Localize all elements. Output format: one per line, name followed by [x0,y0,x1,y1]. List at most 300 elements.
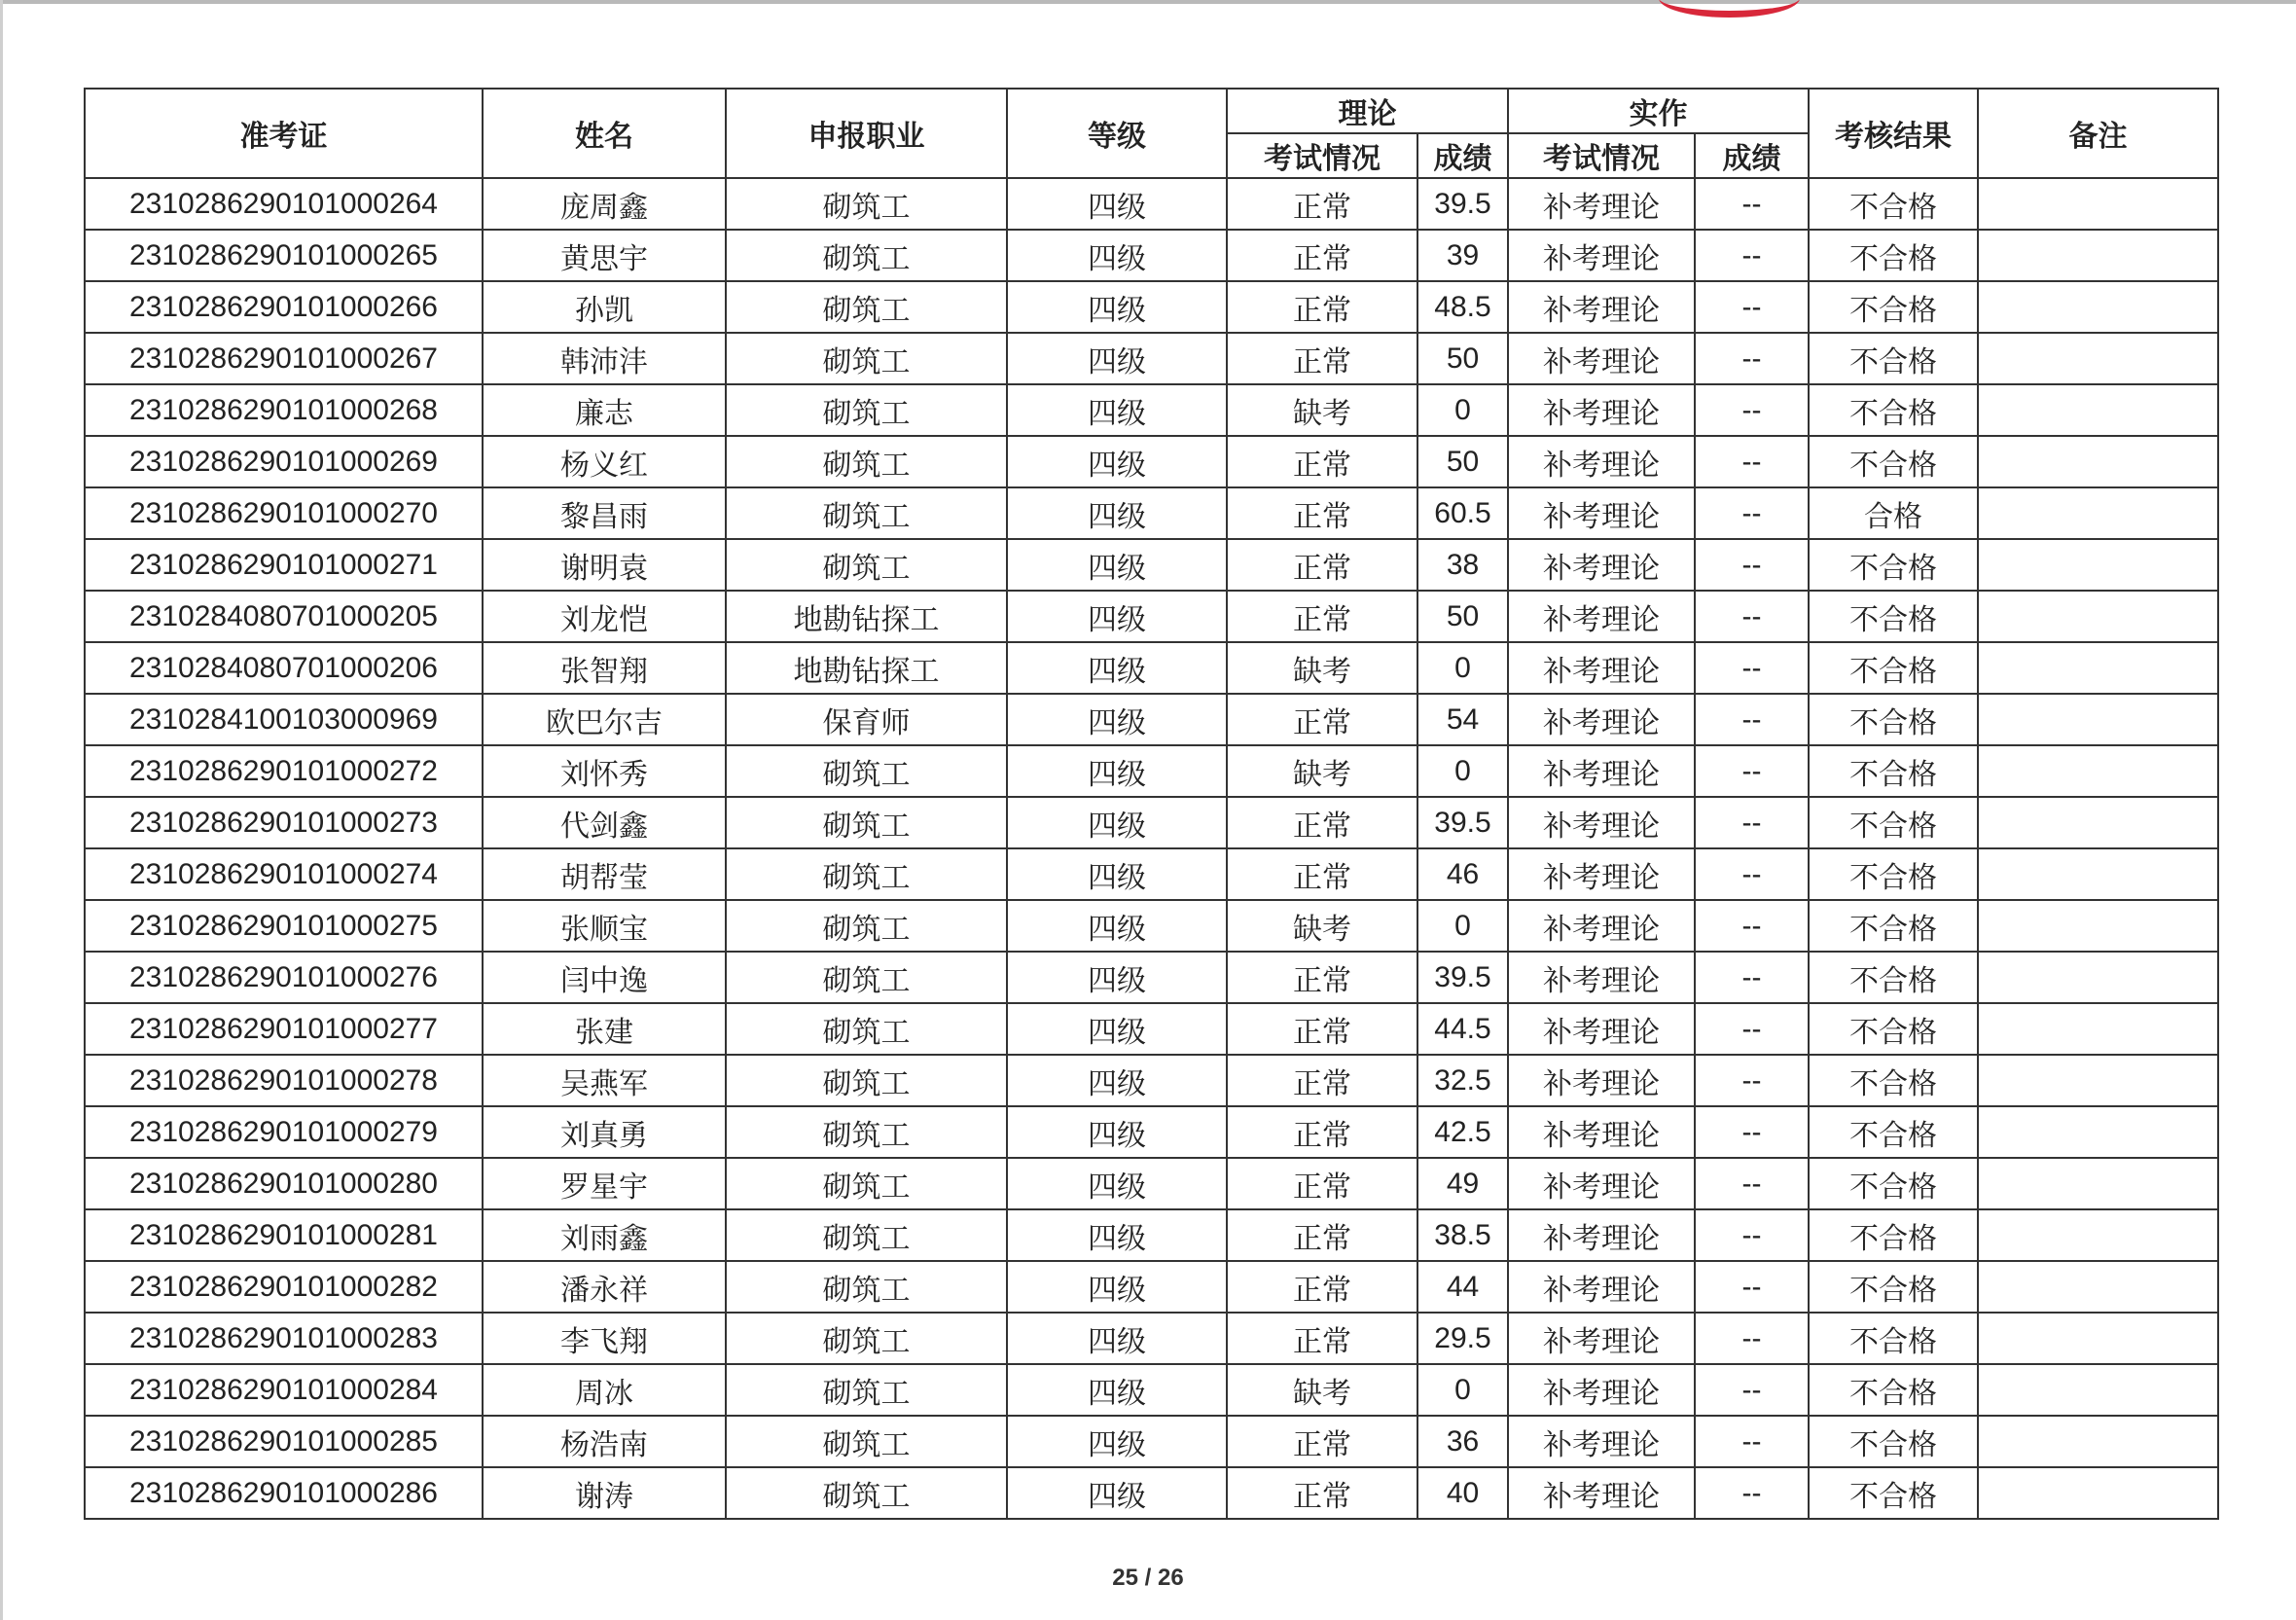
header-occupation: 申报职业 [726,89,1007,178]
cell-admission-ticket: 2310284080701000205 [85,591,483,642]
table-row [85,1467,2218,1519]
table-row [85,642,2218,694]
cell-occupation: 地勘钻探工 [726,642,1007,694]
cell-result: 不合格 [1809,178,1978,230]
cell-level: 四级 [1007,848,1227,900]
cell-name: 孙凯 [483,281,726,333]
cell-level: 四级 [1007,900,1227,952]
cell-level: 四级 [1007,1209,1227,1261]
table-row [85,1364,2218,1416]
cell-theory-score: 50 [1417,333,1508,384]
cell-level: 四级 [1007,745,1227,797]
cell-remark [1978,436,2218,487]
cell-result: 不合格 [1809,436,1978,487]
cell-occupation: 砌筑工 [726,436,1007,487]
cell-practical-score: -- [1695,848,1809,900]
cell-theory-status: 正常 [1227,539,1417,591]
cell-result: 不合格 [1809,642,1978,694]
cell-practical-score: -- [1695,1003,1809,1055]
cell-result: 不合格 [1809,694,1978,745]
cell-name: 杨浩南 [483,1416,726,1467]
cell-theory-score: 48.5 [1417,281,1508,333]
cell-level: 四级 [1007,1055,1227,1106]
cell-occupation: 砌筑工 [726,487,1007,539]
cell-level: 四级 [1007,1003,1227,1055]
cell-theory-score: 38.5 [1417,1209,1508,1261]
cell-practical-score: -- [1695,1106,1809,1158]
cell-theory-score: 32.5 [1417,1055,1508,1106]
cell-level: 四级 [1007,384,1227,436]
cell-occupation: 保育师 [726,694,1007,745]
cell-theory-score: 38 [1417,539,1508,591]
cell-admission-ticket: 2310286290101000277 [85,1003,483,1055]
cell-occupation: 砌筑工 [726,1055,1007,1106]
cell-remark [1978,745,2218,797]
cell-occupation: 砌筑工 [726,745,1007,797]
cell-practical-score: -- [1695,591,1809,642]
cell-theory-status: 正常 [1227,694,1417,745]
cell-name: 韩沛沣 [483,333,726,384]
cell-result: 不合格 [1809,1467,1978,1519]
cell-level: 四级 [1007,642,1227,694]
cell-practical-score: -- [1695,1209,1809,1261]
cell-admission-ticket: 2310286290101000273 [85,797,483,848]
cell-practical-status: 补考理论 [1508,281,1695,333]
cell-theory-score: 0 [1417,642,1508,694]
cell-admission-ticket: 2310286290101000271 [85,539,483,591]
cell-theory-score: 60.5 [1417,487,1508,539]
cell-theory-status: 正常 [1227,1106,1417,1158]
cell-practical-score: -- [1695,178,1809,230]
cell-name: 欧巴尔吉 [483,694,726,745]
cell-practical-score: -- [1695,230,1809,281]
cell-result: 不合格 [1809,1209,1978,1261]
cell-theory-status: 正常 [1227,1416,1417,1467]
table-row [85,1261,2218,1313]
cell-name: 张顺宝 [483,900,726,952]
page-number: 25 / 26 [1112,1565,1184,1591]
cell-name: 代剑鑫 [483,797,726,848]
cell-remark [1978,1209,2218,1261]
cell-admission-ticket: 2310286290101000278 [85,1055,483,1106]
cell-theory-score: 54 [1417,694,1508,745]
cell-admission-ticket: 2310286290101000270 [85,487,483,539]
cell-theory-status: 正常 [1227,487,1417,539]
header-theory-score: 成绩 [1417,133,1508,178]
cell-theory-score: 42.5 [1417,1106,1508,1158]
header-practical: 实作 [1508,89,1809,133]
cell-occupation: 砌筑工 [726,952,1007,1003]
cell-level: 四级 [1007,539,1227,591]
results-table [84,88,2219,1520]
table-row [85,797,2218,848]
cell-remark [1978,694,2218,745]
cell-theory-score: 39.5 [1417,797,1508,848]
cell-occupation: 砌筑工 [726,333,1007,384]
table-row [85,1313,2218,1364]
cell-admission-ticket: 2310286290101000286 [85,1467,483,1519]
cell-admission-ticket: 2310286290101000264 [85,178,483,230]
cell-level: 四级 [1007,952,1227,1003]
cell-remark [1978,230,2218,281]
table-row [85,436,2218,487]
cell-practical-status: 补考理论 [1508,1209,1695,1261]
cell-admission-ticket: 2310286290101000282 [85,1261,483,1313]
cell-remark [1978,1261,2218,1313]
cell-admission-ticket: 2310286290101000283 [85,1313,483,1364]
cell-result: 不合格 [1809,1364,1978,1416]
cell-result: 不合格 [1809,1055,1978,1106]
cell-practical-status: 补考理论 [1508,1467,1695,1519]
cell-result: 不合格 [1809,1416,1978,1467]
cell-practical-score: -- [1695,745,1809,797]
cell-practical-status: 补考理论 [1508,230,1695,281]
cell-remark [1978,642,2218,694]
cell-occupation: 砌筑工 [726,1209,1007,1261]
table-row [85,1158,2218,1209]
cell-level: 四级 [1007,1158,1227,1209]
cell-occupation: 砌筑工 [726,178,1007,230]
cell-name: 刘怀秀 [483,745,726,797]
cell-practical-status: 补考理论 [1508,1416,1695,1467]
cell-theory-status: 正常 [1227,1261,1417,1313]
table-row [85,745,2218,797]
cell-admission-ticket: 2310286290101000281 [85,1209,483,1261]
cell-practical-status: 补考理论 [1508,333,1695,384]
cell-result: 不合格 [1809,1261,1978,1313]
cell-practical-score: -- [1695,642,1809,694]
cell-practical-status: 补考理论 [1508,487,1695,539]
cell-practical-status: 补考理论 [1508,694,1695,745]
cell-level: 四级 [1007,797,1227,848]
cell-result: 合格 [1809,487,1978,539]
cell-admission-ticket: 2310286290101000275 [85,900,483,952]
cell-remark [1978,1313,2218,1364]
cell-name: 刘龙恺 [483,591,726,642]
scan-top-edge [0,0,2296,4]
cell-practical-score: -- [1695,900,1809,952]
cell-remark [1978,1055,2218,1106]
cell-occupation: 砌筑工 [726,900,1007,952]
cell-practical-score: -- [1695,436,1809,487]
cell-practical-status: 补考理论 [1508,1003,1695,1055]
cell-practical-status: 补考理论 [1508,1158,1695,1209]
cell-admission-ticket: 2310286290101000279 [85,1106,483,1158]
cell-remark [1978,1467,2218,1519]
header-remarks: 备注 [1978,89,2218,178]
cell-remark [1978,539,2218,591]
cell-name: 张智翔 [483,642,726,694]
table-row [85,1416,2218,1467]
cell-admission-ticket: 2310286290101000269 [85,436,483,487]
cell-name: 周冰 [483,1364,726,1416]
cell-level: 四级 [1007,1106,1227,1158]
cell-name: 张建 [483,1003,726,1055]
cell-theory-status: 正常 [1227,436,1417,487]
cell-level: 四级 [1007,1416,1227,1467]
cell-theory-score: 0 [1417,745,1508,797]
cell-practical-status: 补考理论 [1508,1313,1695,1364]
cell-admission-ticket: 2310284080701000206 [85,642,483,694]
table-row [85,1003,2218,1055]
cell-practical-score: -- [1695,797,1809,848]
cell-remark [1978,952,2218,1003]
cell-theory-score: 39 [1417,230,1508,281]
cell-theory-status: 正常 [1227,591,1417,642]
cell-level: 四级 [1007,333,1227,384]
cell-admission-ticket: 2310286290101000265 [85,230,483,281]
cell-result: 不合格 [1809,591,1978,642]
cell-theory-status: 正常 [1227,952,1417,1003]
cell-result: 不合格 [1809,384,1978,436]
cell-result: 不合格 [1809,1003,1978,1055]
cell-remark [1978,1158,2218,1209]
cell-remark [1978,178,2218,230]
cell-name: 刘雨鑫 [483,1209,726,1261]
cell-theory-status: 正常 [1227,1158,1417,1209]
cell-result: 不合格 [1809,745,1978,797]
cell-practical-status: 补考理论 [1508,1106,1695,1158]
table-row [85,848,2218,900]
cell-result: 不合格 [1809,952,1978,1003]
cell-remark [1978,1364,2218,1416]
table-row [85,178,2218,230]
header-practical-status: 考试情况 [1508,133,1695,178]
cell-name: 闫中逸 [483,952,726,1003]
cell-result: 不合格 [1809,1158,1978,1209]
cell-theory-status: 正常 [1227,281,1417,333]
header-practical-score: 成绩 [1695,133,1809,178]
cell-practical-status: 补考理论 [1508,797,1695,848]
cell-admission-ticket: 2310286290101000274 [85,848,483,900]
cell-name: 刘真勇 [483,1106,726,1158]
cell-result: 不合格 [1809,230,1978,281]
cell-practical-status: 补考理论 [1508,642,1695,694]
cell-occupation: 砌筑工 [726,1261,1007,1313]
cell-name: 黄思宇 [483,230,726,281]
cell-occupation: 砌筑工 [726,1003,1007,1055]
cell-occupation: 砌筑工 [726,1467,1007,1519]
cell-theory-status: 正常 [1227,1313,1417,1364]
cell-theory-status: 缺考 [1227,642,1417,694]
cell-name: 黎昌雨 [483,487,726,539]
cell-theory-status: 缺考 [1227,1364,1417,1416]
cell-theory-score: 46 [1417,848,1508,900]
table-body [85,178,2218,1519]
cell-level: 四级 [1007,487,1227,539]
cell-occupation: 地勘钻探工 [726,591,1007,642]
cell-level: 四级 [1007,230,1227,281]
cell-practical-status: 补考理论 [1508,745,1695,797]
cell-theory-status: 正常 [1227,1209,1417,1261]
cell-level: 四级 [1007,591,1227,642]
cell-practical-status: 补考理论 [1508,952,1695,1003]
cell-theory-score: 40 [1417,1467,1508,1519]
cell-remark [1978,1416,2218,1467]
scan-left-edge [0,0,3,1620]
cell-theory-status: 缺考 [1227,900,1417,952]
cell-name: 吴燕军 [483,1055,726,1106]
cell-theory-score: 39.5 [1417,178,1508,230]
cell-occupation: 砌筑工 [726,1106,1007,1158]
red-stamp-fragment [1659,0,1800,18]
cell-admission-ticket: 2310286290101000272 [85,745,483,797]
header-name: 姓名 [483,89,726,178]
header-theory-status: 考试情况 [1227,133,1417,178]
cell-name: 谢涛 [483,1467,726,1519]
cell-result: 不合格 [1809,1106,1978,1158]
cell-result: 不合格 [1809,1313,1978,1364]
cell-theory-status: 正常 [1227,178,1417,230]
cell-level: 四级 [1007,1364,1227,1416]
cell-level: 四级 [1007,281,1227,333]
table-row [85,1106,2218,1158]
cell-practical-score: -- [1695,384,1809,436]
cell-theory-status: 正常 [1227,1467,1417,1519]
cell-practical-score: -- [1695,281,1809,333]
cell-name: 潘永祥 [483,1261,726,1313]
cell-practical-status: 补考理论 [1508,900,1695,952]
cell-result: 不合格 [1809,281,1978,333]
header-theory: 理论 [1227,89,1508,133]
cell-occupation: 砌筑工 [726,1364,1007,1416]
table-row [85,230,2218,281]
cell-practical-score: -- [1695,333,1809,384]
cell-practical-score: -- [1695,1313,1809,1364]
header-result: 考核结果 [1809,89,1978,178]
cell-theory-score: 36 [1417,1416,1508,1467]
table-row [85,952,2218,1003]
cell-occupation: 砌筑工 [726,384,1007,436]
cell-remark [1978,1003,2218,1055]
cell-result: 不合格 [1809,848,1978,900]
cell-name: 谢明袁 [483,539,726,591]
cell-practical-score: -- [1695,1158,1809,1209]
cell-remark [1978,591,2218,642]
cell-remark [1978,1106,2218,1158]
cell-occupation: 砌筑工 [726,1416,1007,1467]
cell-occupation: 砌筑工 [726,848,1007,900]
table-row [85,333,2218,384]
cell-admission-ticket: 2310286290101000266 [85,281,483,333]
cell-practical-status: 补考理论 [1508,1261,1695,1313]
cell-practical-score: -- [1695,694,1809,745]
cell-theory-status: 正常 [1227,848,1417,900]
cell-occupation: 砌筑工 [726,230,1007,281]
cell-occupation: 砌筑工 [726,1313,1007,1364]
cell-name: 李飞翔 [483,1313,726,1364]
table-row [85,1055,2218,1106]
cell-occupation: 砌筑工 [726,281,1007,333]
cell-practical-score: -- [1695,1055,1809,1106]
cell-name: 罗星宇 [483,1158,726,1209]
cell-theory-score: 0 [1417,384,1508,436]
header-admission-ticket: 准考证 [85,89,483,178]
cell-practical-status: 补考理论 [1508,178,1695,230]
cell-practical-status: 补考理论 [1508,1055,1695,1106]
cell-level: 四级 [1007,694,1227,745]
cell-admission-ticket: 2310286290101000285 [85,1416,483,1467]
cell-level: 四级 [1007,436,1227,487]
cell-admission-ticket: 2310286290101000280 [85,1158,483,1209]
table-row [85,487,2218,539]
cell-theory-status: 缺考 [1227,745,1417,797]
cell-theory-score: 50 [1417,591,1508,642]
cell-practical-score: -- [1695,1416,1809,1467]
cell-theory-score: 39.5 [1417,952,1508,1003]
header-level: 等级 [1007,89,1227,178]
cell-practical-score: -- [1695,1364,1809,1416]
cell-practical-status: 补考理论 [1508,539,1695,591]
cell-practical-score: -- [1695,1467,1809,1519]
cell-level: 四级 [1007,1313,1227,1364]
cell-remark [1978,384,2218,436]
cell-remark [1978,281,2218,333]
table-row [85,694,2218,745]
cell-theory-status: 正常 [1227,333,1417,384]
cell-theory-status: 正常 [1227,1003,1417,1055]
cell-theory-status: 缺考 [1227,384,1417,436]
cell-occupation: 砌筑工 [726,1158,1007,1209]
cell-level: 四级 [1007,178,1227,230]
table-row [85,1209,2218,1261]
cell-remark [1978,900,2218,952]
cell-name: 廉志 [483,384,726,436]
cell-admission-ticket: 2310284100103000969 [85,694,483,745]
cell-admission-ticket: 2310286290101000268 [85,384,483,436]
cell-theory-score: 29.5 [1417,1313,1508,1364]
table-row [85,539,2218,591]
cell-theory-status: 正常 [1227,797,1417,848]
cell-practical-status: 补考理论 [1508,591,1695,642]
cell-remark [1978,797,2218,848]
cell-remark [1978,333,2218,384]
cell-admission-ticket: 2310286290101000284 [85,1364,483,1416]
cell-theory-status: 正常 [1227,230,1417,281]
cell-practical-score: -- [1695,952,1809,1003]
cell-practical-status: 补考理论 [1508,848,1695,900]
table-row [85,900,2218,952]
cell-level: 四级 [1007,1467,1227,1519]
cell-result: 不合格 [1809,797,1978,848]
cell-remark [1978,487,2218,539]
cell-name: 胡帮莹 [483,848,726,900]
cell-occupation: 砌筑工 [726,797,1007,848]
cell-theory-status: 正常 [1227,1055,1417,1106]
cell-theory-score: 44.5 [1417,1003,1508,1055]
cell-result: 不合格 [1809,539,1978,591]
cell-practical-score: -- [1695,1261,1809,1313]
cell-practical-status: 补考理论 [1508,436,1695,487]
cell-theory-score: 0 [1417,1364,1508,1416]
cell-name: 庞周鑫 [483,178,726,230]
table-row [85,281,2218,333]
cell-theory-score: 49 [1417,1158,1508,1209]
cell-result: 不合格 [1809,900,1978,952]
cell-practical-status: 补考理论 [1508,1364,1695,1416]
cell-theory-score: 0 [1417,900,1508,952]
table-header [85,89,2218,178]
cell-practical-score: -- [1695,539,1809,591]
cell-remark [1978,848,2218,900]
cell-practical-score: -- [1695,487,1809,539]
cell-result: 不合格 [1809,333,1978,384]
cell-admission-ticket: 2310286290101000276 [85,952,483,1003]
cell-admission-ticket: 2310286290101000267 [85,333,483,384]
table-row [85,591,2218,642]
cell-practical-status: 补考理论 [1508,384,1695,436]
table-row [85,384,2218,436]
